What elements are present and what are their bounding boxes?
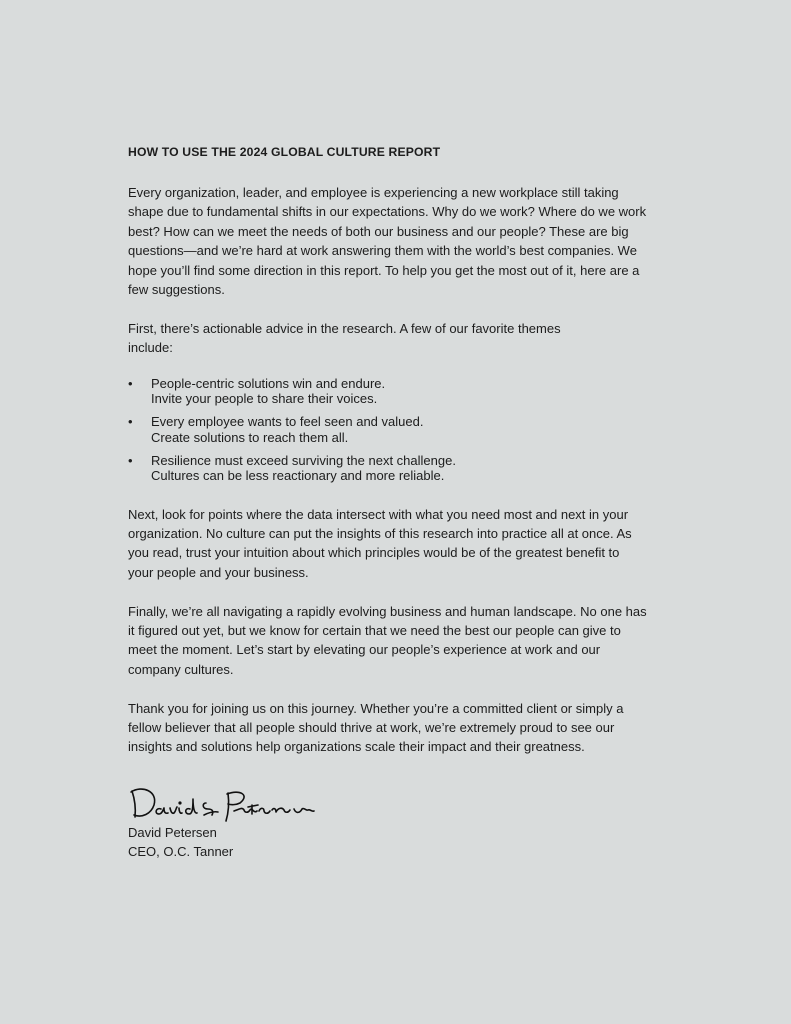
list-item: [128, 453, 648, 484]
theme-line-1: • Resilience must exceed surviving the next challenge.: [151, 452, 456, 468]
list-item: [128, 414, 648, 445]
next-paragraph: Next, look for points where the data intersect with what you need most and next in your organization. No culture can put the insights of this research into practice all at once. As you read, trust your intuition about which principles would be of the greatest benefit to your people and your business.: [128, 506, 632, 580]
signature-graphic: [128, 781, 328, 823]
first-paragraph: First, there’s actionable advice in the research. A few of our favorite themes include:: [128, 320, 561, 356]
thanks-paragraph: Thank you for joining us on this journey. Whether you’re a committed client or simply a fellow believer that all people should thrive at work, we’re extremely proud to see our insights and solutions help organizations scale their impact and their greatness.: [128, 700, 624, 755]
theme-line-2: Create solutions to reach them all.: [151, 429, 349, 445]
theme-line-1: • People-centric solutions win and endure.: [151, 375, 386, 391]
list-item: [128, 376, 648, 407]
theme-line-1: • Every employee wants to feel seen and valued.: [151, 414, 424, 430]
signer-title: CEO, O.C. Tanner: [128, 844, 234, 860]
theme-line-2: Invite your people to share their voices.: [151, 391, 378, 407]
theme-line-2: Cultures can be less reactionary and more reliable.: [151, 468, 445, 484]
page-title: HOW TO USE THE 2024 GLOBAL CULTURE REPORT: [128, 145, 441, 159]
finally-paragraph: Finally, we’re all navigating a rapidly evolving business and human landscape. No one has it figured out yet, but we know for certain that we need the best our people can give to meet the moment. Let’s start by elevating our people’s experience at work and our company cultures.: [128, 603, 647, 677]
letter-body: [128, 143, 648, 862]
signer-name: David Petersen: [128, 824, 217, 840]
intro-paragraph: Every organization, leader, and employee is experiencing a new workplace still taking shape due to fundamental shifts in our expectations. Why do we work? Where do we work best? How can we meet the needs of both our business and our people? These are big questions—and we’re hard at work answering them with the world’s best companies. We hope you’ll find some direction in this report. To help you get the most out of it, here are a few suggestions.: [128, 185, 647, 298]
themes-list: [128, 376, 648, 484]
signature: [128, 781, 328, 823]
